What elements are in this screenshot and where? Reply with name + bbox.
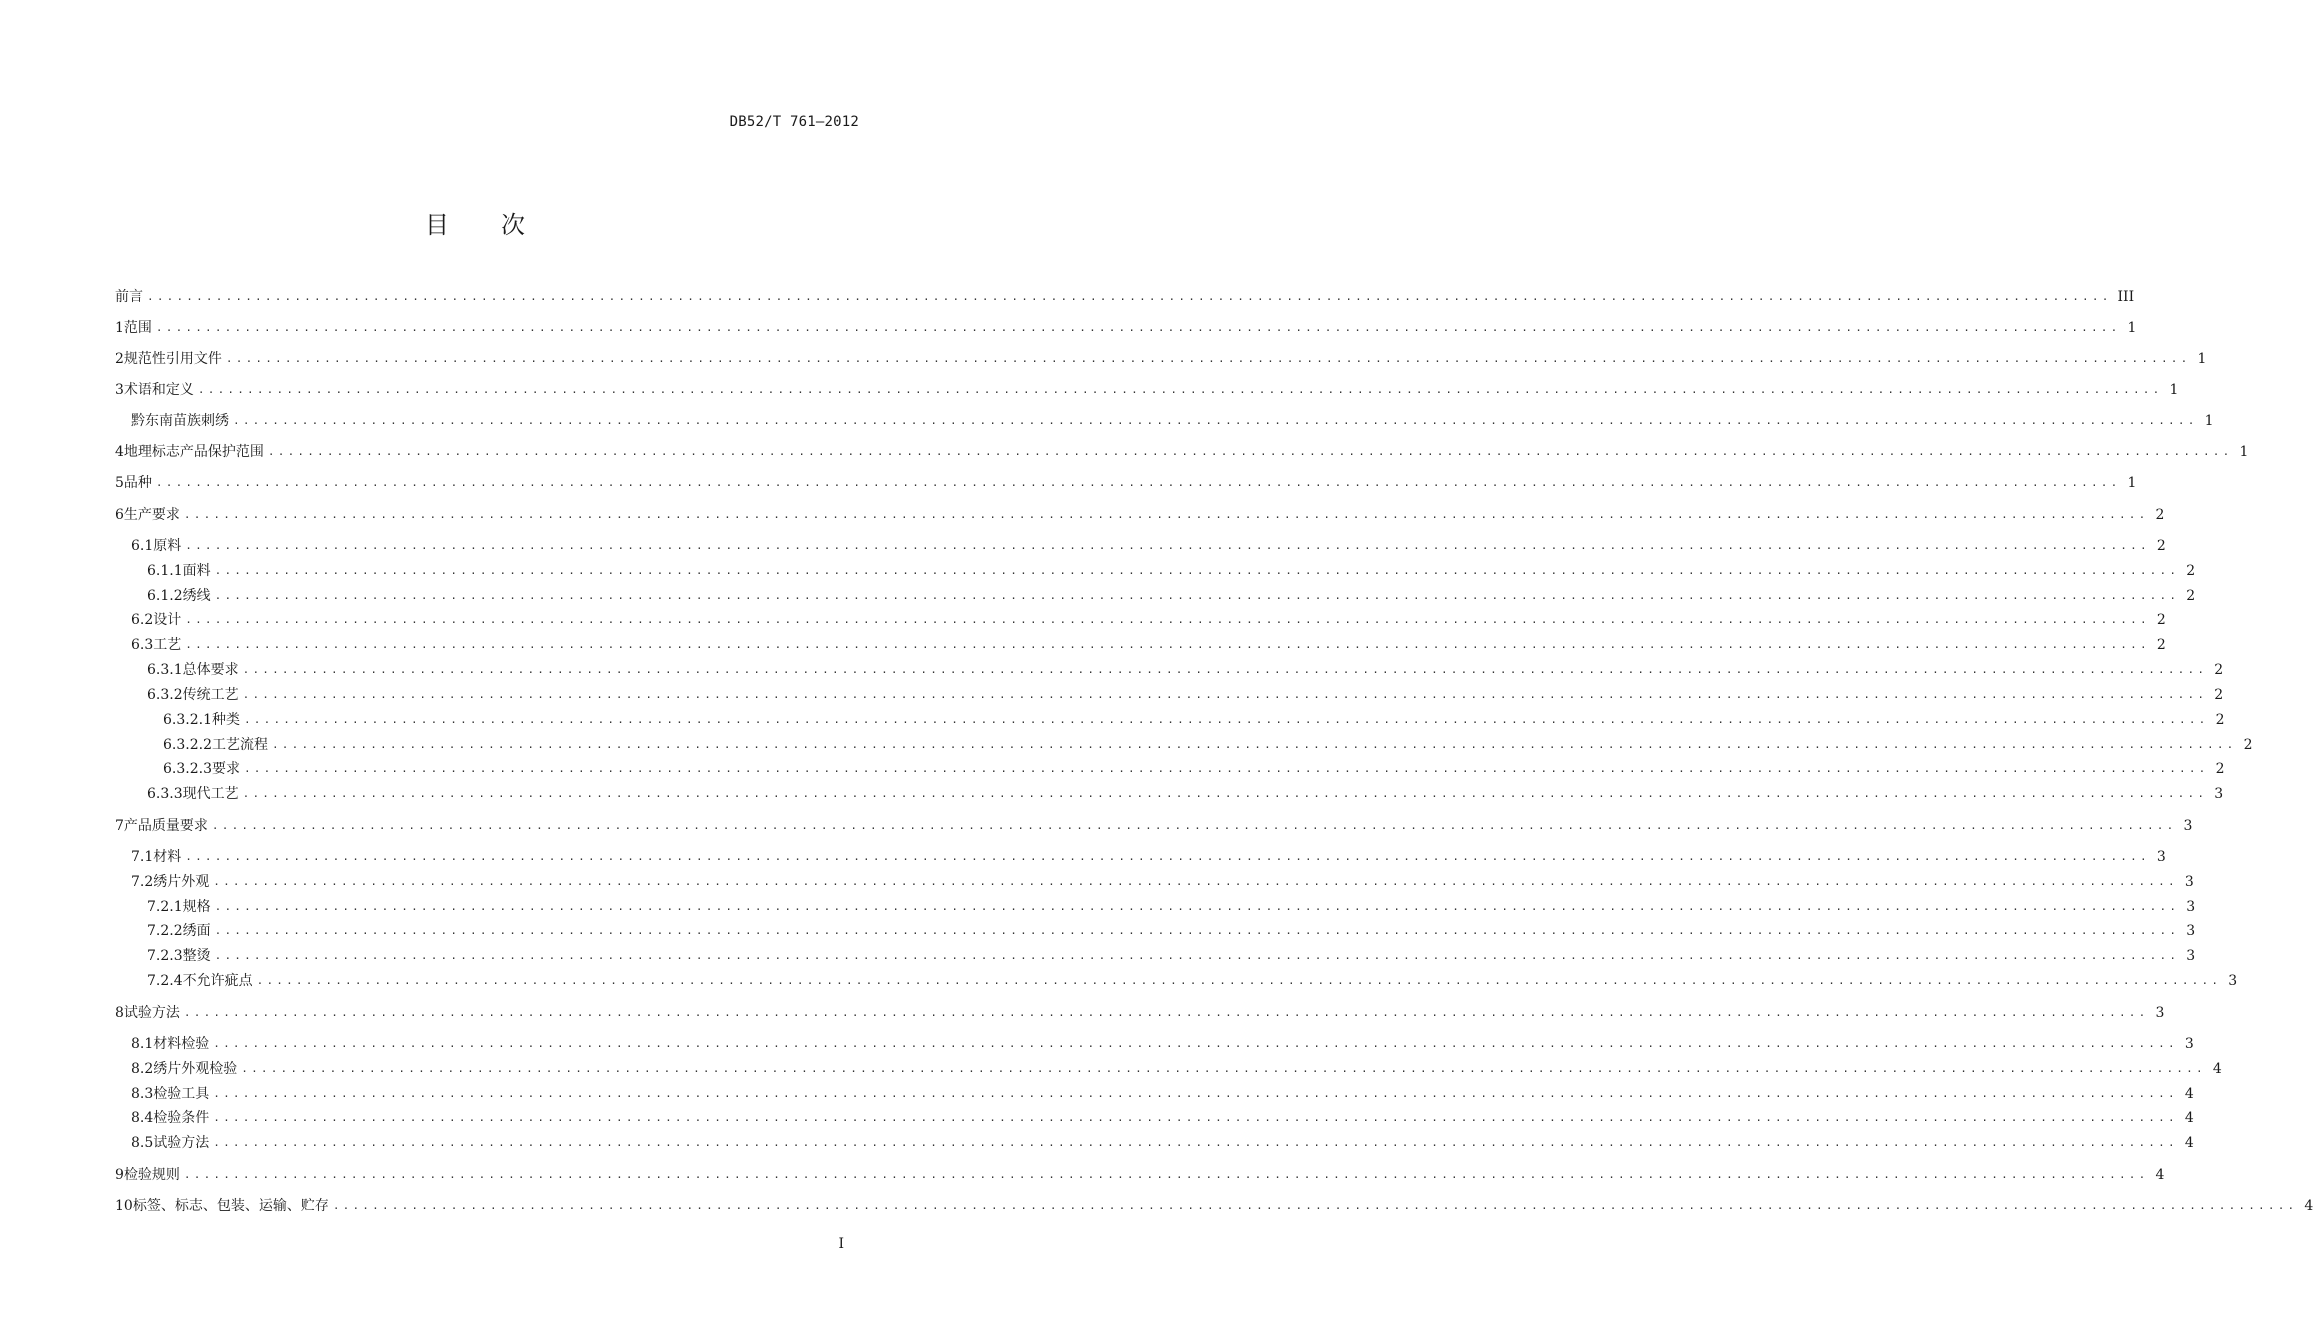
toc-entry-page: 2 <box>2215 761 2225 777</box>
toc-entry-label: 术语和定义 <box>123 382 194 398</box>
toc-leader-dots: ........................................................................................................................................................................................................ <box>155 321 2121 334</box>
toc-entry-page: 4 <box>2184 1135 2194 1151</box>
toc-entry-page: 1 <box>2239 444 2249 460</box>
toc-entry[interactable] <box>115 815 2193 837</box>
toc-entry-page: 4 <box>2155 1167 2165 1183</box>
toc-entry-page: 2 <box>2156 612 2166 628</box>
toc-entry[interactable] <box>115 317 2137 339</box>
toc-entry-number: 7.1 <box>131 849 154 865</box>
toc-entry-page: 2 <box>2214 687 2224 703</box>
toc-entry-label: 绣面 <box>182 923 211 939</box>
toc-leader-dots: ........................................................................................................................................................................................................ <box>213 1037 2178 1050</box>
toc-entry-number: 6.1.2 <box>147 588 183 604</box>
toc-entry[interactable] <box>115 348 2207 370</box>
toc-entry[interactable] <box>131 1058 2222 1080</box>
toc-entry-page: 2 <box>2156 637 2166 653</box>
toc-entry[interactable] <box>131 410 2214 432</box>
toc-leader-dots: ........................................................................................................................................................................................................ <box>185 850 2150 863</box>
toc-leader-dots: ........................................................................................................................................................................................................ <box>233 414 2198 427</box>
toc-entry-label: 传统工艺 <box>182 687 239 703</box>
toc-leader-dots: ........................................................................................................................................................................................................ <box>214 924 2180 937</box>
toc-leader-dots: ........................................................................................................................................................................................................ <box>256 974 2222 987</box>
toc-leader-dots: ........................................................................................................................................................................................................ <box>185 638 2150 651</box>
toc-leader-dots: ........................................................................................................................................................................................................ <box>267 445 2233 458</box>
toc-entry-number: 7.2 <box>131 874 154 890</box>
toc-entry-page: 1 <box>2169 382 2179 398</box>
toc-entry-label: 标签、标志、包装、运输、贮存 <box>132 1198 329 1214</box>
toc-entry-number: 5 <box>115 475 124 491</box>
toc-entry[interactable] <box>131 1033 2194 1055</box>
toc-entry-page: 3 <box>2156 849 2166 865</box>
toc-entry[interactable] <box>131 846 2166 868</box>
toc-leader-dots: ........................................................................................................................................................................................................ <box>185 539 2150 552</box>
toc-entry-number: 7.2.4 <box>147 973 183 989</box>
toc-entry-page: 3 <box>2184 874 2194 890</box>
toc-entry[interactable] <box>163 734 2253 756</box>
toc-entry[interactable] <box>131 1083 2194 1105</box>
toc-entry-page: 3 <box>2186 899 2196 915</box>
toc-entry[interactable] <box>147 560 2196 582</box>
toc-leader-dots: ........................................................................................................................................................................................................ <box>242 663 2208 676</box>
page-number: I <box>838 1236 844 1252</box>
toc-leader-dots: ........................................................................................................................................................................................................ <box>185 613 2150 626</box>
toc-entry-page: III <box>2117 289 2135 305</box>
toc-entry-label: 产品质量要求 <box>123 818 208 834</box>
toc-entry[interactable] <box>147 920 2196 942</box>
toc-entry-label: 检验条件 <box>153 1110 210 1126</box>
toc-entry[interactable] <box>115 441 2249 463</box>
toc-entry[interactable] <box>147 585 2196 607</box>
toc-entry-number: 7.2.3 <box>147 948 183 964</box>
toc-entry-label: 现代工艺 <box>182 786 239 802</box>
toc-entry-page: 1 <box>2204 413 2214 429</box>
toc-leader-dots: ........................................................................................................................................................................................................ <box>197 383 2163 396</box>
toc-entry[interactable] <box>131 535 2166 557</box>
toc-entry[interactable] <box>115 1195 2313 1217</box>
toc-entry-label: 设计 <box>153 612 182 628</box>
page-title: 目次 <box>425 211 577 239</box>
toc-entry[interactable] <box>115 1002 2165 1024</box>
toc-entry-number: 6.3.2.1 <box>163 712 212 728</box>
toc-entry-page: 2 <box>2155 507 2165 523</box>
toc-entry-number: 6.1 <box>131 538 154 554</box>
toc-entry[interactable] <box>131 609 2166 631</box>
toc-entry[interactable] <box>147 684 2224 706</box>
toc-entry-page: 2 <box>2243 737 2253 753</box>
toc-entry-label: 规格 <box>182 899 211 915</box>
toc-leader-dots: ........................................................................................................................................................................................................ <box>243 762 2209 775</box>
toc-leader-dots: ........................................................................................................................................................................................................ <box>242 787 2208 800</box>
toc-entry-label: 要求 <box>211 761 240 777</box>
toc-entry-page: 2 <box>2186 588 2196 604</box>
toc-leader-dots: ........................................................................................................................................................................................................ <box>183 1168 2149 1181</box>
toc-entry-number: 4 <box>115 444 124 460</box>
toc-entry[interactable] <box>147 783 2224 805</box>
toc-leader-dots: ........................................................................................................................................................................................................ <box>213 1087 2178 1100</box>
toc-entry[interactable] <box>163 758 2225 780</box>
toc-entry-number: 6.3.2.2 <box>163 737 212 753</box>
toc-entry-label: 前言 <box>115 289 143 305</box>
toc-entry-number: 8.2 <box>131 1061 154 1077</box>
toc-entry-label: 范围 <box>123 320 152 336</box>
toc-leader-dots: ........................................................................................................................................................................................................ <box>214 900 2180 913</box>
toc-entry-page: 4 <box>2184 1110 2194 1126</box>
toc-entry[interactable] <box>131 1132 2194 1154</box>
toc-entry-page: 4 <box>2212 1061 2222 1077</box>
toc-entry-number: 1 <box>115 320 124 336</box>
toc-entry-label: 工艺流程 <box>211 737 268 753</box>
toc-entry[interactable] <box>163 709 2225 731</box>
toc-entry-number: 8.1 <box>131 1036 154 1052</box>
toc-entry-number: 8 <box>115 1005 124 1021</box>
toc-entry-number: 8.5 <box>131 1135 154 1151</box>
toc-entry[interactable] <box>131 1107 2194 1129</box>
toc-entry-number: 2 <box>115 351 124 367</box>
toc-entry-page: 3 <box>2155 1005 2165 1021</box>
toc-entry-label: 试验方法 <box>123 1005 180 1021</box>
toc-entry-page: 3 <box>2186 923 2196 939</box>
toc-entry-label: 规范性引用文件 <box>123 351 222 367</box>
toc-leader-dots: ........................................................................................................................................................................................................ <box>242 688 2208 701</box>
toc-entry-page: 4 <box>2184 1086 2194 1102</box>
toc-entry-number: 7.2.1 <box>147 899 183 915</box>
toc-entry[interactable] <box>147 945 2196 967</box>
toc-entry-page: 2 <box>2215 712 2225 728</box>
toc-leader-dots: ........................................................................................................................................................................................................ <box>271 738 2237 751</box>
toc-entry-label: 种类 <box>211 712 240 728</box>
toc-entry-label: 试验方法 <box>153 1135 210 1151</box>
toc-entry-page: 2 <box>2186 563 2196 579</box>
toc-entry-number: 6.1.1 <box>147 563 183 579</box>
toc-entry-label: 面料 <box>182 563 211 579</box>
toc-entry[interactable] <box>147 659 2224 681</box>
toc-leader-dots: ........................................................................................................................................................................................................ <box>243 713 2209 726</box>
toc-entry-page: 3 <box>2186 948 2196 964</box>
toc-leader-dots: ........................................................................................................................................................................................................ <box>214 564 2180 577</box>
toc-entry-number: 6.3.2.3 <box>163 761 212 777</box>
toc-entry-number: 6.3.1 <box>147 662 183 678</box>
toc-entry-label: 原料 <box>153 538 182 554</box>
toc-entry-number: 6.3 <box>131 637 154 653</box>
toc-leader-dots: ........................................................................................................................................................................................................ <box>183 1006 2149 1019</box>
toc-entry-label: 黔东南苗族刺绣 <box>131 413 229 429</box>
toc-entry-number: 10 <box>115 1198 133 1214</box>
toc-entry[interactable] <box>115 379 2179 401</box>
toc-entry-label: 材料检验 <box>153 1036 210 1052</box>
toc-entry-page: 2 <box>2156 538 2166 554</box>
toc-leader-dots: ........................................................................................................................................................................................................ <box>211 819 2177 832</box>
toc-leader-dots: ........................................................................................................................................................................................................ <box>147 290 2112 303</box>
toc-entry-page: 4 <box>2304 1198 2313 1214</box>
toc-entry-number: 6 <box>115 507 124 523</box>
toc-leader-dots: ........................................................................................................................................................................................................ <box>213 875 2178 888</box>
toc-entry-number: 6.3.3 <box>147 786 183 802</box>
toc-entry-number: 8.3 <box>131 1086 154 1102</box>
toc-leader-dots: ........................................................................................................................................................................................................ <box>213 1136 2178 1149</box>
toc-entry-number: 8.4 <box>131 1110 154 1126</box>
toc-entry[interactable] <box>115 504 2165 526</box>
toc-entry-label: 绣线 <box>182 588 211 604</box>
toc-entry-label: 绣片外观 <box>153 874 210 890</box>
toc-leader-dots: ........................................................................................................................................................................................................ <box>241 1062 2206 1075</box>
toc-entry-label: 检验工具 <box>153 1086 210 1102</box>
toc-entry-label: 绣片外观检验 <box>153 1061 238 1077</box>
toc-entry[interactable] <box>147 896 2196 918</box>
toc-entry-number: 7.2.2 <box>147 923 183 939</box>
toc-leader-dots: ........................................................................................................................................................................................................ <box>332 1199 2298 1212</box>
toc-entry-label: 工艺 <box>153 637 182 653</box>
toc-leader-dots: ........................................................................................................................................................................................................ <box>225 352 2191 365</box>
toc-entry-page: 1 <box>2127 475 2137 491</box>
toc-entry-number: 6.3.2 <box>147 687 183 703</box>
toc-entry-page: 2 <box>2214 662 2224 678</box>
toc-entry-page: 3 <box>2183 818 2193 834</box>
toc-entry-label: 总体要求 <box>182 662 239 678</box>
toc-leader-dots: ........................................................................................................................................................................................................ <box>214 589 2180 602</box>
toc-entry-label: 品种 <box>123 475 152 491</box>
toc-entry-page: 3 <box>2184 1036 2194 1052</box>
toc-entry-number: 9 <box>115 1167 124 1183</box>
toc-entry-label: 不允许疵点 <box>182 973 253 989</box>
toc-entry-page: 1 <box>2197 351 2207 367</box>
document-code: DB52/T 761—2012 <box>729 114 859 130</box>
toc-entry[interactable] <box>147 970 2238 992</box>
toc-entry-label: 生产要求 <box>123 507 180 523</box>
toc-entry-page: 3 <box>2214 786 2224 802</box>
toc-entry-number: 3 <box>115 382 124 398</box>
toc-entry-label: 地理标志产品保护范围 <box>123 444 264 460</box>
toc-entry-label: 整烫 <box>182 948 211 964</box>
toc-entry-page: 3 <box>2228 973 2238 989</box>
toc-entry[interactable] <box>115 1164 2165 1186</box>
toc-leader-dots: ........................................................................................................................................................................................................ <box>183 508 2149 521</box>
toc-entry-number: 6.2 <box>131 612 154 628</box>
toc-entry[interactable] <box>131 871 2194 893</box>
toc-entry-page: 1 <box>2127 320 2137 336</box>
toc-entry-label: 材料 <box>153 849 182 865</box>
toc-leader-dots: ........................................................................................................................................................................................................ <box>214 949 2180 962</box>
toc-entry-label: 检验规则 <box>123 1167 180 1183</box>
toc-entry[interactable] <box>115 472 2137 494</box>
toc-entry-number: 7 <box>115 818 124 834</box>
toc-entry[interactable] <box>115 286 2135 308</box>
toc-leader-dots: ........................................................................................................................................................................................................ <box>155 476 2121 489</box>
toc-entry[interactable] <box>131 634 2166 656</box>
toc-leader-dots: ........................................................................................................................................................................................................ <box>213 1111 2178 1124</box>
